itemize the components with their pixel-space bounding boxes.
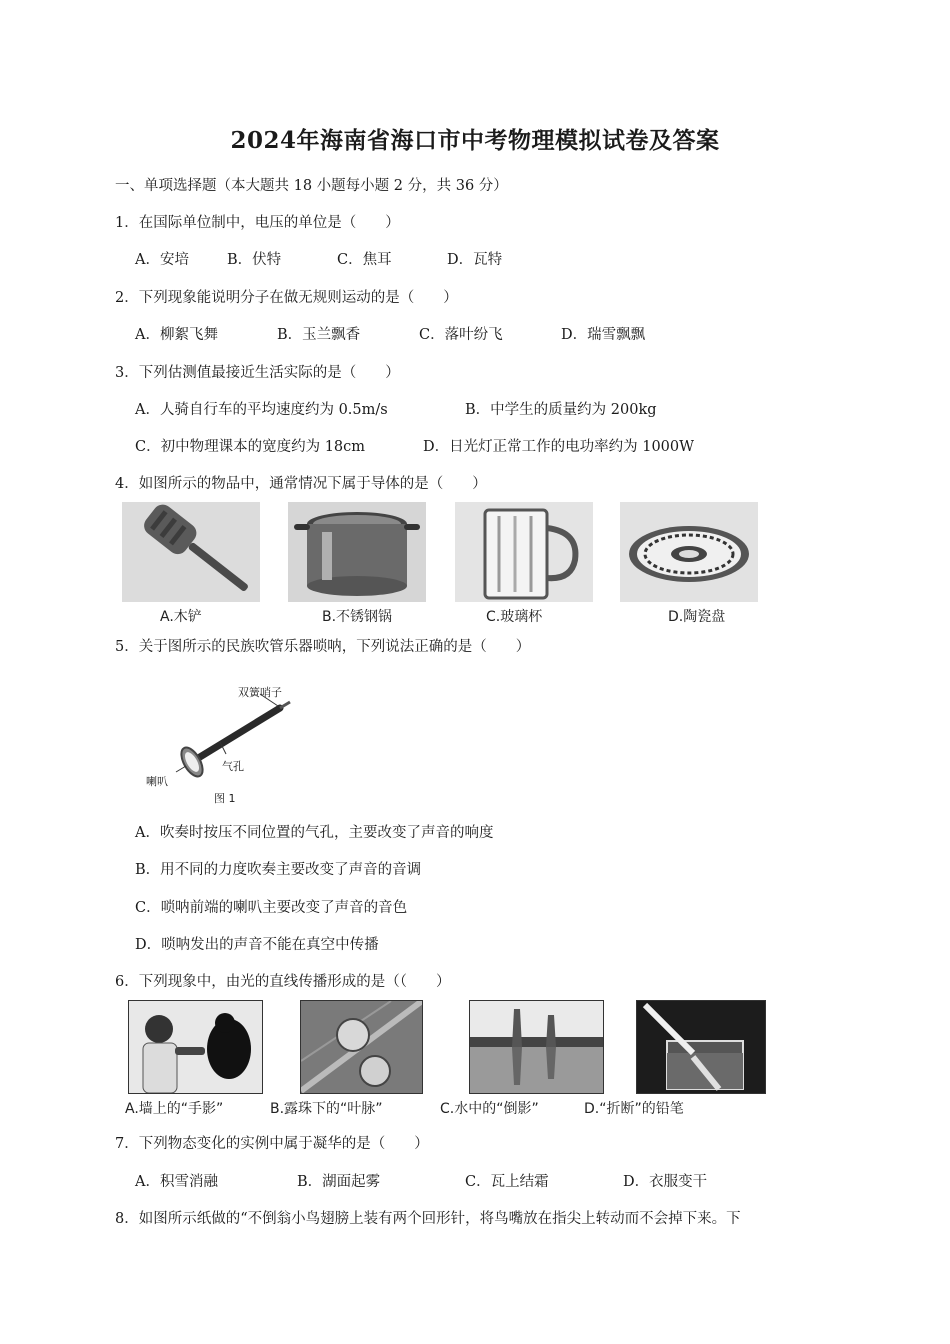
question-3-options-row2 xyxy=(135,435,694,456)
bent-pencil-image xyxy=(636,1000,766,1094)
option-a: A．人骑自行车的平均速度约为 0.5m/s xyxy=(135,402,388,418)
question-5-option-a: A．吹奏时按压不同位置的气孔，主要改变了声音的响度 xyxy=(135,825,494,841)
question-4-stem: 4．如图所示的物品中，通常情况下属于导体的是（ ） xyxy=(115,476,487,492)
caption-d: D.陶瓷盘 xyxy=(668,609,726,625)
option-a: A．积雪消融 xyxy=(135,1174,218,1190)
figure-number: 图 1 xyxy=(214,792,236,805)
question-3-stem: 3．下列估测值最接近生活实际的是（ ） xyxy=(115,365,400,381)
hand-shadow-image xyxy=(128,1000,263,1094)
steel-pot-image xyxy=(288,502,426,602)
question-7-stem: 7．下列物态变化的实例中属于凝华的是（ ） xyxy=(115,1136,429,1152)
suona-figure xyxy=(140,676,310,811)
question-1-stem: 1．在国际单位制中，电压的单位是（ ） xyxy=(115,215,400,231)
option-b: B．玉兰飘香 xyxy=(277,327,361,343)
wooden-spatula-image xyxy=(122,502,260,602)
option-a: A．安培 xyxy=(135,252,189,268)
page-title: 2024年海南省海口市中考物理模拟试卷及答案 xyxy=(230,127,720,154)
question-5-option-c: C．唢呐前端的喇叭主要改变了声音的音色 xyxy=(135,900,408,916)
caption-c: C.玻璃杯 xyxy=(486,609,543,625)
option-b: B．伏特 xyxy=(227,252,282,268)
glass-cup-image xyxy=(455,502,593,602)
option-c: C．瓦上结霜 xyxy=(465,1174,549,1190)
option-c: C．落叶纷飞 xyxy=(419,327,503,343)
option-d: D．瓦特 xyxy=(447,252,503,268)
option-b: B．湖面起雾 xyxy=(297,1174,381,1190)
caption-a: A.木铲 xyxy=(160,609,202,625)
horn-label: 喇叭 xyxy=(146,775,168,788)
caption-a: A.墙上的“手影” xyxy=(125,1101,224,1117)
question-2-stem: 2．下列现象能说明分子在做无规则运动的是（ ） xyxy=(115,290,458,306)
section-heading: 一、单项选择题（本大题共 18 小题每小题 2 分，共 36 分） xyxy=(115,178,508,194)
option-c: C．初中物理课本的宽度约为 18cm xyxy=(135,439,366,455)
question-7-options xyxy=(135,1170,707,1191)
question-3-options-row1 xyxy=(135,398,657,419)
option-a: A．柳絮飞舞 xyxy=(135,327,218,343)
water-reflection-image xyxy=(469,1000,604,1094)
question-5-stem: 5．关于图所示的民族吹管乐器唢呐，下列说法正确的是（ ） xyxy=(115,639,531,655)
caption-c: C.水中的“倒影” xyxy=(440,1101,539,1117)
question-1-options xyxy=(135,248,502,269)
hole-label: 气孔 xyxy=(222,760,244,773)
dewdrop-leaf-image xyxy=(300,1000,423,1094)
caption-b: B.露珠下的“叶脉” xyxy=(270,1101,383,1117)
ceramic-plate-image xyxy=(620,502,758,602)
question-6-stem: 6．下列现象中，由光的直线传播形成的是（（ ） xyxy=(115,974,451,990)
option-c: C．焦耳 xyxy=(337,252,392,268)
reed-label: 双簧哨子 xyxy=(238,686,282,699)
option-d: D．衣服变干 xyxy=(623,1174,708,1190)
option-d: D．瑞雪飘飘 xyxy=(561,327,646,343)
question-8-stem: 8．如图所示纸做的“不倒翁小鸟翅膀上装有两个回形针，将鸟嘴放在指尖上转动而不会掉下来。下 xyxy=(115,1211,741,1227)
option-b: B．中学生的质量约为 200kg xyxy=(465,402,657,418)
question-5-option-b: B．用不同的力度吹奏主要改变了声音的音调 xyxy=(135,862,422,878)
question-2-options xyxy=(135,323,645,344)
caption-d: D.“折断”的铅笔 xyxy=(584,1101,684,1117)
caption-b: B.不锈钢锅 xyxy=(322,609,393,625)
option-d: D．日光灯正常工作的电功率约为 1000W xyxy=(423,439,695,455)
question-5-option-d: D．唢呐发出的声音不能在真空中传播 xyxy=(135,937,379,953)
